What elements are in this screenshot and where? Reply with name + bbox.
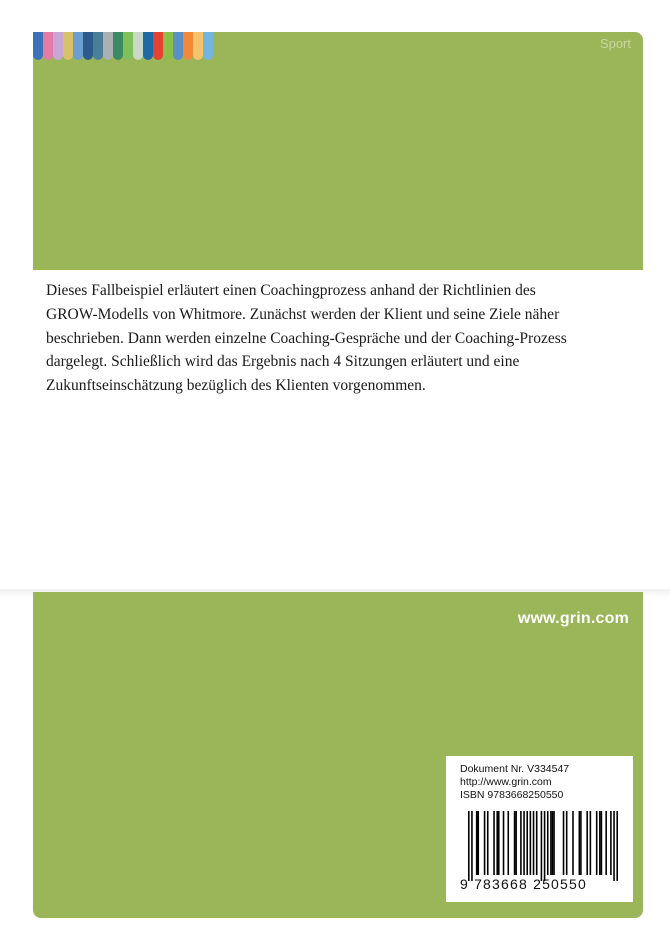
barcode-bar [520, 811, 522, 875]
color-stripe [113, 32, 123, 60]
cover-bottom-panel [33, 592, 643, 918]
barcode-bar [579, 811, 581, 875]
barcode-bar [596, 811, 598, 875]
barcode-bar [507, 811, 509, 875]
barcode-bar [477, 811, 479, 875]
barcode-bar [468, 811, 470, 881]
barcode-bar [476, 811, 478, 875]
color-stripe [193, 32, 203, 60]
color-stripe [133, 32, 143, 60]
barcode-bar [515, 811, 517, 875]
color-stripe [153, 32, 163, 60]
barcode-bar [471, 811, 473, 881]
barcode-bar [616, 811, 618, 881]
barcode-bar [514, 811, 516, 875]
document-url: http://www.grin.com [460, 776, 552, 788]
book-abstract [46, 279, 606, 398]
category-label: Sport [599, 36, 631, 51]
barcode-bar [536, 811, 538, 875]
barcode-bar [613, 811, 615, 881]
color-stripe [163, 32, 173, 60]
color-stripe [173, 32, 183, 60]
color-stripe [183, 32, 193, 60]
barcode-bar [610, 811, 612, 875]
barcode-bar [552, 811, 554, 875]
barcode-bar [580, 811, 582, 875]
color-stripe [143, 32, 153, 60]
color-stripe [123, 32, 133, 60]
barcode-bar [541, 811, 543, 881]
isbn-text: ISBN 9783668250550 [460, 789, 564, 801]
cover-top-panel [33, 32, 643, 270]
color-stripe [53, 32, 63, 60]
barcode-bar [563, 811, 565, 875]
barcode-bar [496, 811, 498, 875]
barcode-bar [599, 811, 601, 875]
barcode-bar [590, 811, 592, 875]
barcode-bar [498, 811, 500, 875]
barcode-bar [572, 811, 574, 875]
barcode-bar [533, 811, 535, 875]
color-stripe [83, 32, 93, 60]
color-stripe [103, 32, 113, 60]
barcode-bar [601, 811, 603, 875]
publisher-url: www.grin.com [517, 610, 629, 627]
color-stripe [63, 32, 73, 60]
barcode-bar [493, 811, 495, 875]
document-number: Dokument Nr. V334547 [460, 763, 570, 775]
barcode-bar [550, 811, 552, 875]
isbn-box [446, 756, 633, 902]
color-stripe [93, 32, 103, 60]
barcode-bar [503, 811, 505, 875]
barcode-bar [605, 811, 607, 875]
barcode-image [468, 811, 618, 881]
color-stripe [73, 32, 83, 60]
barcode-bar [523, 811, 525, 875]
barcode-bar [566, 811, 568, 875]
barcode-bar [526, 811, 528, 875]
barcode-digits: 9 783668 250550 [460, 876, 587, 892]
barcode-bar [530, 811, 532, 875]
color-stripes [33, 32, 213, 60]
color-stripe [203, 32, 213, 60]
barcode-bar [487, 811, 489, 875]
barcode-bar [484, 811, 486, 875]
barcode-bar [586, 811, 588, 875]
barcode-bar [553, 811, 555, 875]
abstract-text: Dieses Fallbeispiel erläutert einen Coachingprozess anhand der Richtlinien des GROW-Modells von Whitmore. Zunächst werden der Klient und seine Ziele näher beschrieben. Dann werden einzelne Coaching-Gespräche und der Coaching-Prozess dargelegt. Schließlich wird das Ergebnis nach 4 Sitzungen erläutert und eine Zukunftseinschätzung bezüglich des Klienten vorgenommen. [46, 282, 567, 395]
barcode-bar [544, 811, 546, 881]
barcode-bar [547, 811, 549, 875]
color-stripe [43, 32, 53, 60]
color-stripe [33, 32, 43, 60]
